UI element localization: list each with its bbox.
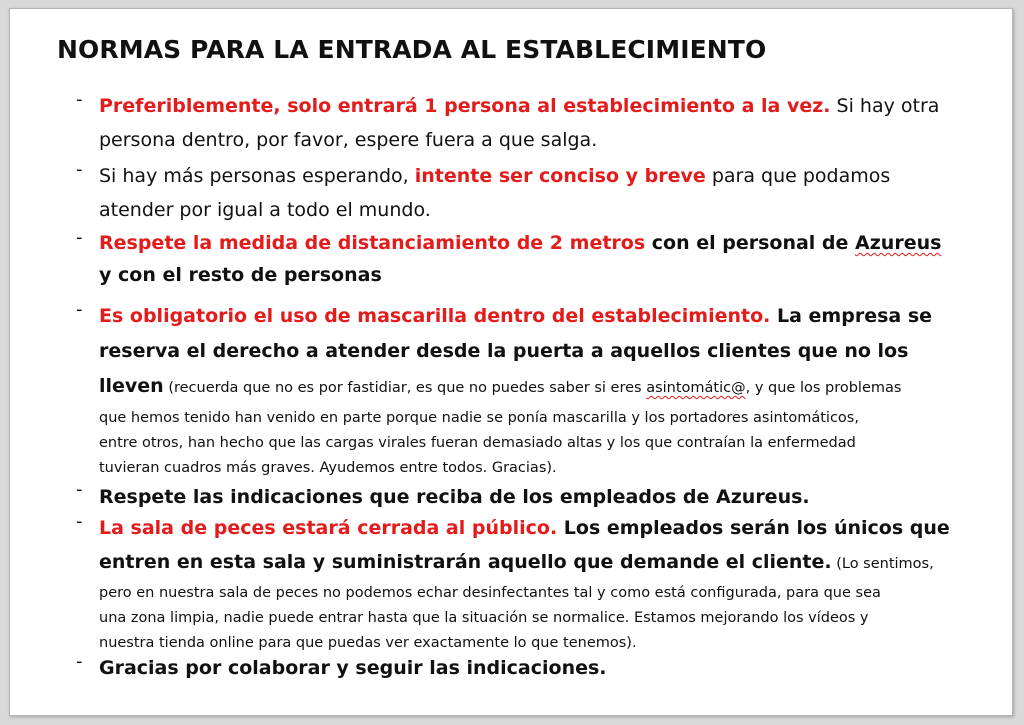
rule-be-brief: - Si hay más personas esperando, intente ser conciso y breve para que podamos atender por igual a todo el mundo. xyxy=(76,159,891,221)
rule-highlight: La sala de peces estará cerrada al público. xyxy=(99,517,558,539)
rule-highlight: Es obligatorio el uso de mascarilla dentro del establecimiento. xyxy=(99,305,771,327)
page-title: NORMAS PARA LA ENTRADA AL ESTABLECIMIENTO xyxy=(57,35,767,64)
rule-fish-room-closed: - La sala de peces estará cerrada al público. Los empleados serán los únicos que entren en esta sala y suministrarán aquello que demande el cliente. (Lo sentimos, pero en nuestra sala de peces no podemos echar desinfectantes tal y como está configurada, para que sea una zona limpia, nadie puede entrar hasta que la situación se normalice. Estamos mejorando los vídeos y nuestra tienda online para que puedas ver exactamente lo que tenemos). xyxy=(76,511,950,651)
list-dash: - xyxy=(76,479,83,500)
list-dash: - xyxy=(76,89,83,110)
list-dash: - xyxy=(76,159,83,180)
list-dash: - xyxy=(76,227,83,248)
rule-distancing: - Respete la medida de distanciamiento de 2 metros con el personal de Azureus y con el resto de personas xyxy=(76,227,942,286)
rule-thanks: - Gracias por colaborar y seguir las indicaciones. xyxy=(76,651,607,679)
squiggle-word: asintomátic@ xyxy=(646,380,746,396)
rule-highlight: Preferiblemente, solo entrará 1 persona al establecimiento a la vez. xyxy=(99,95,831,117)
document-page xyxy=(9,8,1013,716)
list-dash: - xyxy=(76,299,83,320)
rule-follow-staff: - Respete las indicaciones que reciba de los empleados de Azureus. xyxy=(76,479,810,508)
rules-list xyxy=(76,89,976,685)
rule-highlight: Respete la medida de distanciamiento de 2 metros xyxy=(99,232,646,254)
rule-highlight: intente ser conciso y breve xyxy=(414,165,706,187)
list-dash: - xyxy=(76,511,83,532)
rule-mask-required: - Es obligatorio el uso de mascarilla dentro del establecimiento. La empresa se reserva el derecho a atender desde la puerta a aquellos clientes que no los lleven (recuerda que no es por fastidiar, es que no puedes saber si eres asintomátic@, y que los problemas que hemos tenido han venido en parte porque nadie se ponía mascarilla y los portadores asintomáticos, entre otros, han hecho que las cargas virales fueran demasiado altas y los que contraían la enfermedad tuvieran cuadros más graves. Ayudemos entre todos. Gracias). xyxy=(76,299,933,476)
brand-name: Azureus xyxy=(855,232,942,254)
list-dash: - xyxy=(76,651,83,672)
rule-single-entry: - Preferiblemente, solo entrará 1 persona al establecimiento a la vez. Si hay otra persona dentro, por favor, espere fuera a que salga. xyxy=(76,89,940,151)
